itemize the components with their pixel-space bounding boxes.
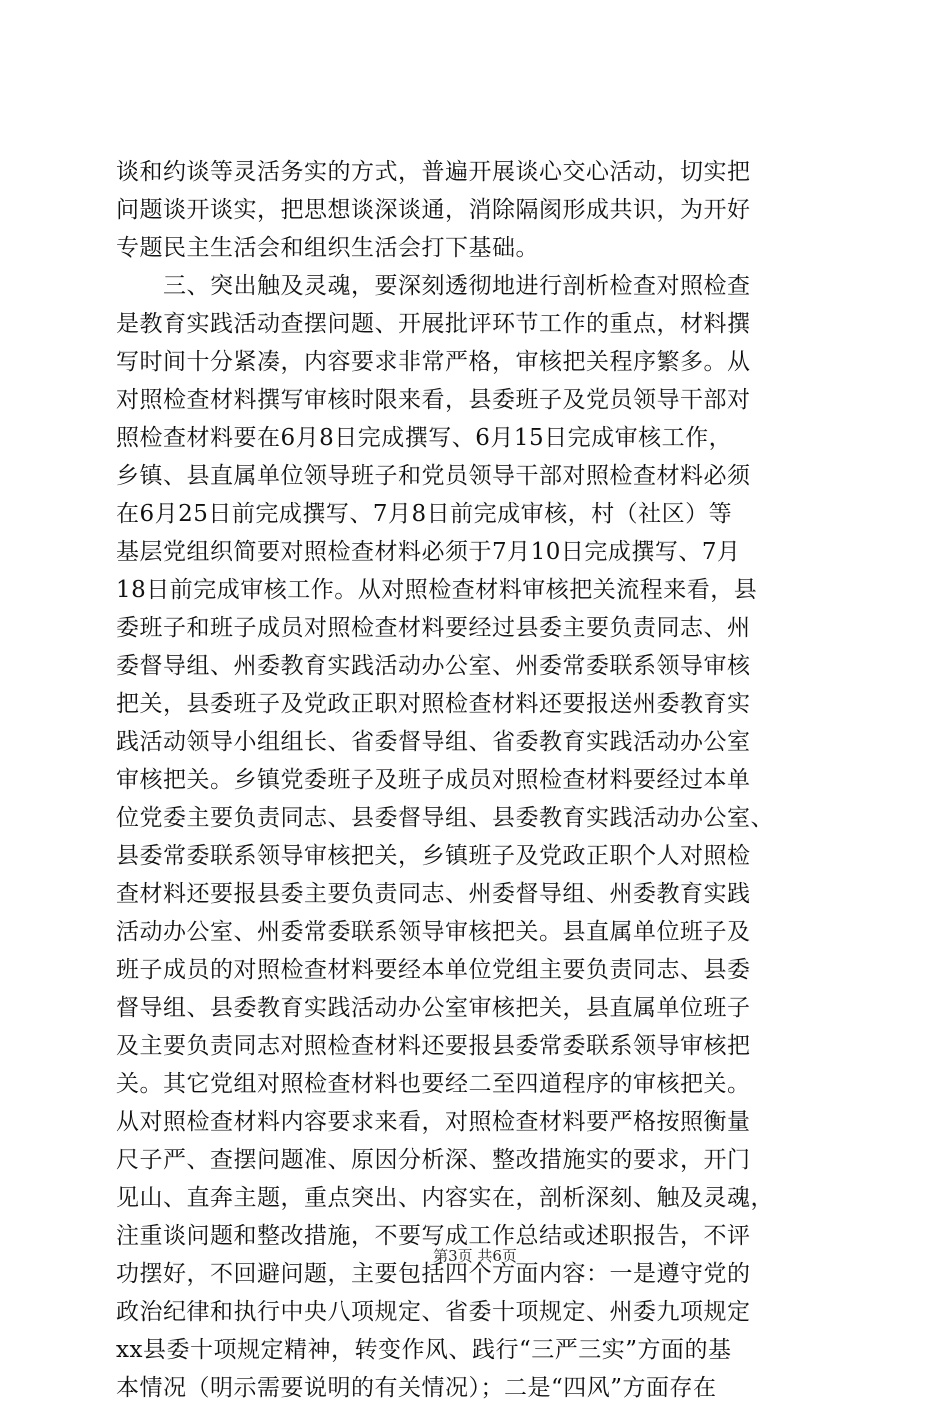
text-line: 关。其它党组对照检查材料也要经二至四道程序的审核把关。 [116,1071,751,1097]
text-line: 谈和约谈等灵活务实的方式，普遍开展谈心交心活动，切实把 [116,159,751,185]
text-line: xx县委十项规定精神，转变作风、践行“三严三实”方面的基 [116,1337,732,1363]
text-line: 对照检查材料撰写审核时限来看，县委班子及党员领导干部对 [116,387,751,413]
text-line: 专题民主生活会和组织生活会打下基础。 [116,235,539,261]
text-line: 活动办公室、州委常委联系领导审核把关。县直属单位班子及 [116,919,751,945]
text-line: 县委常委联系领导审核把关，乡镇班子及党政正职个人对照检 [116,843,751,869]
text-line: 督导组、县委教育实践活动办公室审核把关，县直属单位班子 [116,995,751,1021]
text-line: 照检查材料要在6月8日完成撰写、6月15日完成审核工作， [116,425,733,451]
text-line: 在6月25日前完成撰写、7月8日前完成审核，村（社区）等 [116,501,733,527]
text-line: 问题谈开谈实，把思想谈深谈通，消除隔阂形成共识，为开好 [116,197,751,223]
text-line: 是教育实践活动查摆问题、开展批评环节工作的重点，材料撰 [116,311,751,337]
text-line: 班子成员的对照检查材料要经本单位党组主要负责同志、县委 [116,957,751,983]
text-line: 委督导组、州委教育实践活动办公室、州委常委联系领导审核 [116,653,751,679]
page-footer [0,1245,950,1266]
text-line: 审核把关。乡镇党委班子及班子成员对照检查材料要经过本单 [116,767,751,793]
text-line: 委班子和班子成员对照检查材料要经过县委主要负责同志、州 [116,615,751,641]
text-line: 位党委主要负责同志、县委督导组、县委教育实践活动办公室、 [116,805,774,831]
text-line: 基层党组织简要对照检查材料必须于7月10日完成撰写、7月 [116,539,741,565]
text-line: 践活动领导小组组长、省委督导组、省委教育实践活动办公室 [116,729,751,755]
text-line: 写时间十分紧凑，内容要求非常严格，审核把关程序繁多。从 [116,349,751,375]
page-number: 第3页 共6页 [433,1247,517,1265]
text-line: 查材料还要报县委主要负责同志、州委督导组、州委教育实践 [116,881,751,907]
text-line: 见山、直奔主题，重点突出、内容实在，剖析深刻、触及灵魂， [116,1185,774,1211]
text-line: 把关，县委班子及党政正职对照检查材料还要报送州委教育实 [116,691,751,717]
text-line: 功摆好，不回避问题，主要包括四个方面内容：一是遵守党的 [116,1261,751,1287]
text-line: 及主要负责同志对照检查材料还要报县委常委联系领导审核把 [116,1033,751,1059]
text-line: 乡镇、县直属单位领导班子和党员领导干部对照检查材料必须 [116,463,751,489]
text-line: 注重谈问题和整改措施，不要写成工作总结或述职报告，不评 [116,1223,751,1249]
text-line: 政治纪律和执行中央八项规定、省委十项规定、州委九项规定 [116,1299,751,1325]
text-line: 从对照检查材料内容要求来看，对照检查材料要严格按照衡量 [116,1109,751,1135]
text-line: 尺子严、查摆问题准、原因分析深、整改措施实的要求，开门 [116,1147,751,1173]
text-line: 本情况（明示需要说明的有关情况）；二是“四风”方面存在 [116,1375,717,1401]
document-body [116,153,836,1407]
text-line: 三、突出触及灵魂，要深刻透彻地进行剖析检查对照检查 [116,273,751,299]
text-line: 18日前完成审核工作。从对照检查材料审核把关流程来看，县 [116,577,758,603]
